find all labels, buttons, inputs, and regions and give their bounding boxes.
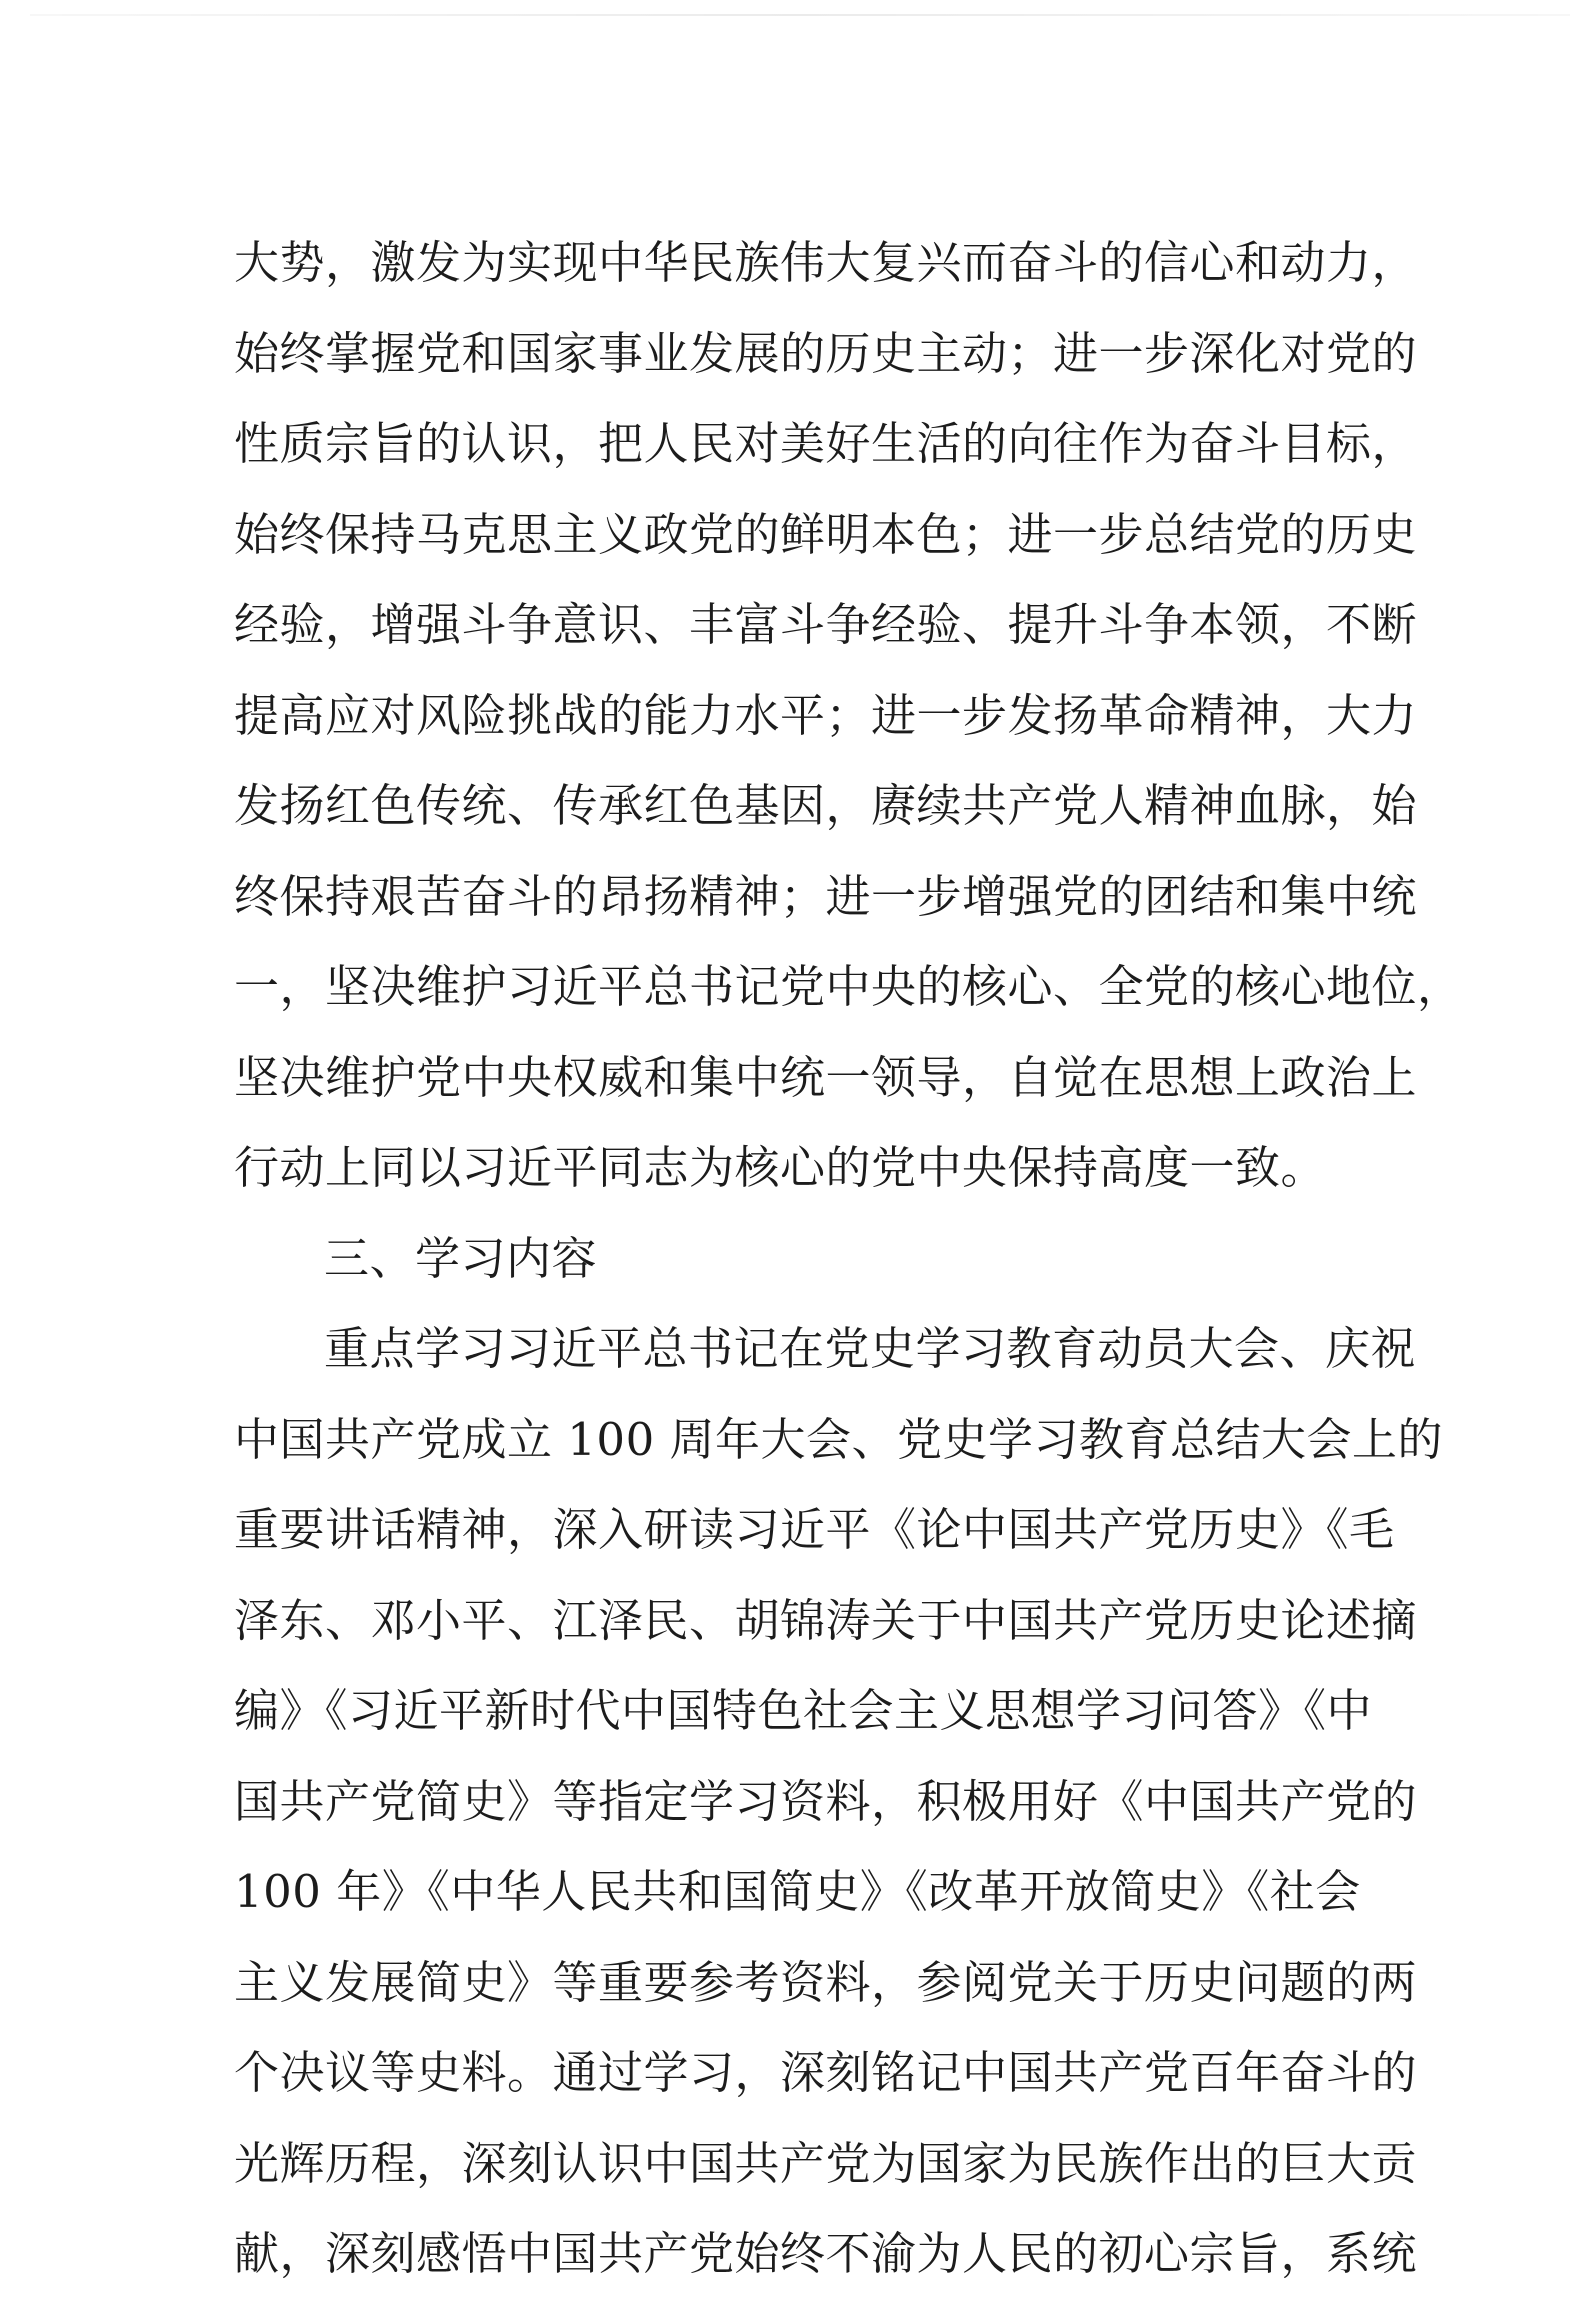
document-body: [234, 218, 1463, 2300]
text-line: 重要讲话精神，深入研读习近平《论中国共产党历史》《毛: [234, 1503, 1395, 1556]
text-line: 重点学习习近平总书记在党史学习教育动员大会、庆祝: [324, 1322, 1417, 1375]
text-line: 提高应对风险挑战的能力水平；进一步发扬革命精神，大力: [234, 688, 1418, 742]
text-line: 国共产党简史》等指定学习资料，积极用好《中国共产党的: [234, 1774, 1418, 1828]
text-line: 泽东、邓小平、江泽民、胡锦涛关于中国共产党历史论述摘: [234, 1593, 1418, 1647]
text-line: 个决议等史料。通过学习，深刻铭记中国共产党百年奋斗的: [234, 2046, 1418, 2099]
scan-edge-shadow: [30, 14, 1570, 16]
text-line: 编》《习近平新时代中国特色社会主义思想学习问答》《中: [234, 1684, 1373, 1737]
text-line: 100 年》《中华人民共和国简史》《改革开放简史》《社会: [234, 1865, 1361, 1918]
text-line: 中国共产党成立 100 周年大会、党史学习教育总结大会上的: [234, 1412, 1444, 1466]
text-line: 献，深刻感悟中国共产党始终不渝为人民的初心宗旨，系统: [234, 2227, 1418, 2280]
section-heading: 三、学习内容: [324, 1231, 598, 1285]
paragraph-continuation: [234, 218, 1463, 1214]
text-line: 经验，增强斗争意识、丰富斗争经验、提升斗争本领，不断: [234, 598, 1418, 651]
text-line: 始终保持马克思主义政党的鲜明本色；进一步总结党的历史: [234, 507, 1418, 561]
text-line: 坚决维护党中央权威和集中统一领导，自觉在思想上政治上: [234, 1050, 1418, 1104]
text-line: 始终掌握党和国家事业发展的历史主动；进一步深化对党的: [234, 326, 1418, 380]
text-line: 一，坚决维护习近平总书记党中央的核心、全党的核心地位，: [234, 960, 1463, 1013]
text-line: 主义发展简史》等重要参考资料，参阅党关于历史问题的两: [234, 1955, 1418, 2009]
text-line: 大势，激发为实现中华民族伟大复兴而奋斗的信心和动力，: [234, 236, 1418, 289]
text-line: 终保持艰苦奋斗的昂扬精神；进一步增强党的团结和集中统: [234, 869, 1418, 923]
text-line: 行动上同以习近平同志为核心的党中央保持高度一致。: [234, 1141, 1327, 1194]
text-line: 光辉历程，深刻认识中国共产党为国家为民族作出的巨大贡: [234, 2136, 1418, 2190]
paragraph-study-content: [234, 1304, 1444, 2300]
text-line: 发扬红色传统、传承红色基因，赓续共产党人精神血脉，始: [234, 779, 1418, 832]
text-line: 性质宗旨的认识，把人民对美好生活的向往作为奋斗目标，: [234, 417, 1418, 470]
